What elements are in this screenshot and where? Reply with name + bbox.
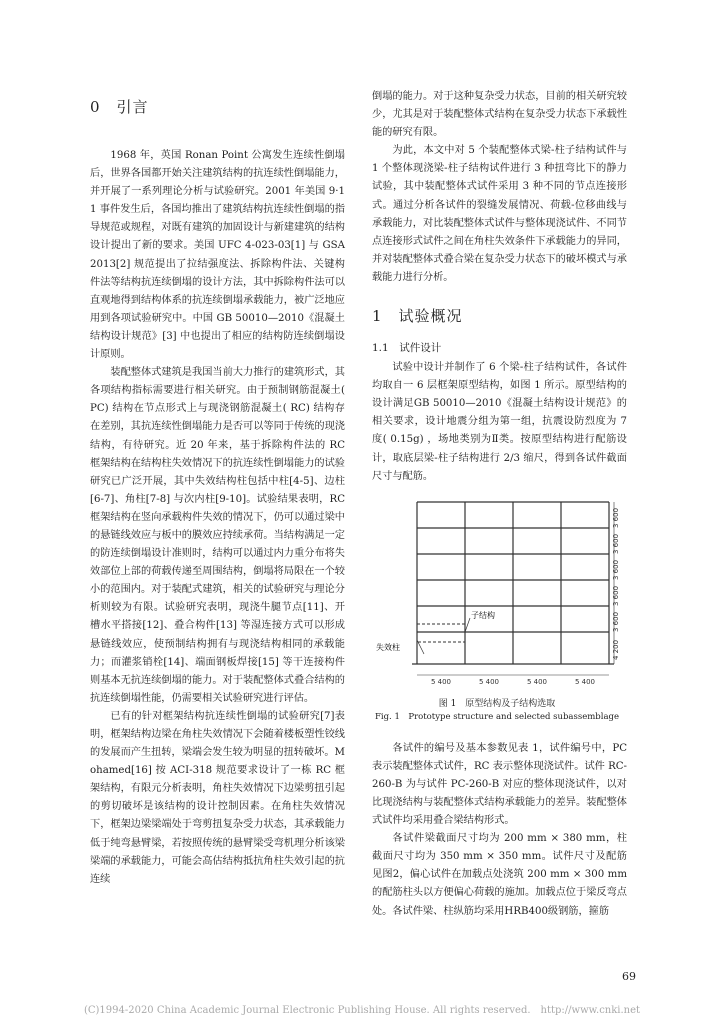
paragraph: 已有的针对框架结构抗连续性倒塌的试验研究[7]表明，框架结构边梁在角柱失效情况下会随着楼板塑性铰线的发展而产生扭转，梁端会发生较为明显的扭转破坏。Mohamed[16] 按 ACI-318 规范要求设计了一栋 RC 框架结构，有限元分析表明，角柱失效情况下边梁剪扭引起的剪切破坏是该结构的设计控制因素。在角柱失效情况下，框架边梁梁端处于弯剪扭复杂受力状态，其承载能力低于纯弯悬臂梁，若按照传统的悬臂梁受弯机理分析该梁梁端的承载能力，可能会高估结构抵抗角柱失效引起的抗连续 <box>90 710 345 885</box>
paragraph: 为此，本文中对 5 个装配整体式梁-柱子结构试件与 1 个整体现浇梁-柱子结构试件进行 3 种扭弯比下的静力试验，其中装配整体式试件采用 3 种不同的节点连接形式。通过分析各试件的裂缝发展情况、荷载-位移曲线与承载能力，对比装配整体式试件与整体现浇试件、不同节点连接形式试件之间在角柱失效条件下承载能力的异同，并对装配整体式叠合梁在复杂受力状态下的破坏模式与承载能力进行分析。 <box>372 145 627 283</box>
substructure-box <box>417 624 465 642</box>
paragraph: 试验中设计并制作了 6 个梁-柱子结构试件，各试件均取自一 6 层框架原型结构，如图 1 所示。原型结构的设计满足GB 50010—2010《混凝土结构设计规范》的相关要求，设计地震分组为第一组，抗震设防烈度为 7 度( 0.15g) ，场地类别为Ⅱ类。按原型结构进行配筋设计，取底层梁-柱子结构进行 2/3 缩尺，得到各试件截面尺寸与配筋。 <box>372 362 627 482</box>
story-height-label: 3 600 <box>612 585 620 606</box>
paragraph: 装配整体式建筑是我国当前大力推行的建筑形式，其各项结构指标需要进行相关研究。由于预制钢筋混凝土( PC) 结构在节点形式上与现浇钢筋混凝土( RC) 结构存在差别，其抗连续性倒塌能力是否可以等同于传统的现浇结构，有待研究。近 20 年来，基于拆除构件法的 RC 框架结构在结构柱失效情况下的抗连续性倒塌能力的试验研究已广泛开展，其中失效结构柱包括中柱[4-5]、边柱[6-7]、角柱[7-8] 与次内柱[9-10]。试验结果表明，RC 框架结构在竖向承载构件失效的情况下，仍可以通过梁中的悬链线效应与板中的膜效应持续承荷。当结构满足一定的防连续倒塌设计准则时，结构可以通过内力重分布将失效部位上部的荷载传递至周围结构，倒塌将局限在一个较小的范围内。对于装配式建筑，相关的试验研究与理论分析则较为有限。试验研究表明，现浇牛腿节点[11]、开槽水平搭接[12]、叠合构件[13] 等湿连接方式可以形成悬链线效应，使预制结构拥有与现浇结构相同的承载能力；而灌浆销栓[14]、端面钢板焊接[15] 等干连接构件则基本无抗连续倒塌的能力。对于装配整体式叠合结构的抗连续倒塌性能，仍需要相关试验研究进行评估。 <box>90 367 345 704</box>
paragraph: 各试件梁截面尺寸均为 200 mm × 380 mm，柱截面尺寸均为 350 mm × 350 mm。试件尺寸及配筋见图2，偏心试件在加载点处浇筑 200 mm × 300 mm 的配筋柱头以方便偏心荷载的施加。加载点位于梁反弯点处。各试件梁、柱纵筋均采用HRB400级钢筋，箍筋 <box>372 833 627 917</box>
left-column <box>90 96 345 889</box>
figure-prototype-structure <box>372 492 622 732</box>
section-heading-intro: 0 引言 <box>90 98 149 116</box>
footer-copyright: (C)1994-2020 China Academic Journal Electronic Publishing House. All rights reserved. http://www.cnki.net <box>83 1005 641 1016</box>
failed-column-label: 失效柱 <box>376 642 400 652</box>
figure-caption-en: Fig. 1 Prototype structure and selected subassemblage <box>375 711 619 722</box>
bay-width-label: 5 400 <box>526 677 548 686</box>
bay-width-label: 5 400 <box>430 677 452 686</box>
substructure-label: 子结构 <box>471 610 495 620</box>
section-heading-test: 1 试验概况 <box>372 307 463 326</box>
frame-diagram <box>372 492 622 692</box>
page-number: 69 <box>622 970 636 983</box>
story-height-label: 3 600 <box>612 611 620 632</box>
bay-width-label: 5 400 <box>478 677 500 686</box>
subsection-heading: 1.1 试件设计 <box>372 342 442 355</box>
right-column <box>372 88 627 921</box>
figure-caption: 图 1 原型结构及子结构选取 <box>438 698 556 709</box>
story-height-label: 4 200 <box>612 639 620 660</box>
bay-width-label: 5 400 <box>574 677 596 686</box>
story-height-label: 3 600 <box>612 507 620 528</box>
paragraph: 倒塌的能力。对于这种复杂受力状态，目前的相关研究较少，尤其是对于装配整体式结构在复杂受力状态下承载性能的研究有限。 <box>372 91 627 139</box>
paragraph: 各试件的编号及基本参数见表 1，试件编号中，PC 表示装配整体式试件，RC 表示整体现浇试件。试件 RC-260-B 为与试件 PC-260-B 对应的整体现浇试件，以对比现浇结构与装配整体式结构承载能力的差异。装配整体式试件均采用叠合梁结构形式。 <box>372 742 627 827</box>
story-height-label: 3 600 <box>612 533 620 554</box>
story-height-label: 3 600 <box>612 559 620 580</box>
paragraph: 1968 年，英国 Ronan Point 公寓发生连续性倒塌后，世界各国都开始关注建筑结构的抗连续性倒塌能力，并开展了一系列理论分析与试验研究。2001 年美国 9·11 事件发生后，各国均推出了建筑结构抗连续性倒塌的指导规范或规程，对既有建筑的加固设计与新建建筑的结构设计提出了新的要求。美国 UFC 4-023-03[1] 与 GSA 2013[2] 规范提出了拉结强度法、拆除构件法、关键构件法等结构抗连续倒塌的设计方法，其中拆除构件法可以直观地得到结构体系的抗连续倒塌承载能力，被广泛地应用到各项试验研究中。中国 GB 50010—2010《混凝土结构设计规范》[3] 中也提出了相应的结构防连续倒塌设计原则。 <box>90 150 345 361</box>
leader-line <box>465 618 470 632</box>
